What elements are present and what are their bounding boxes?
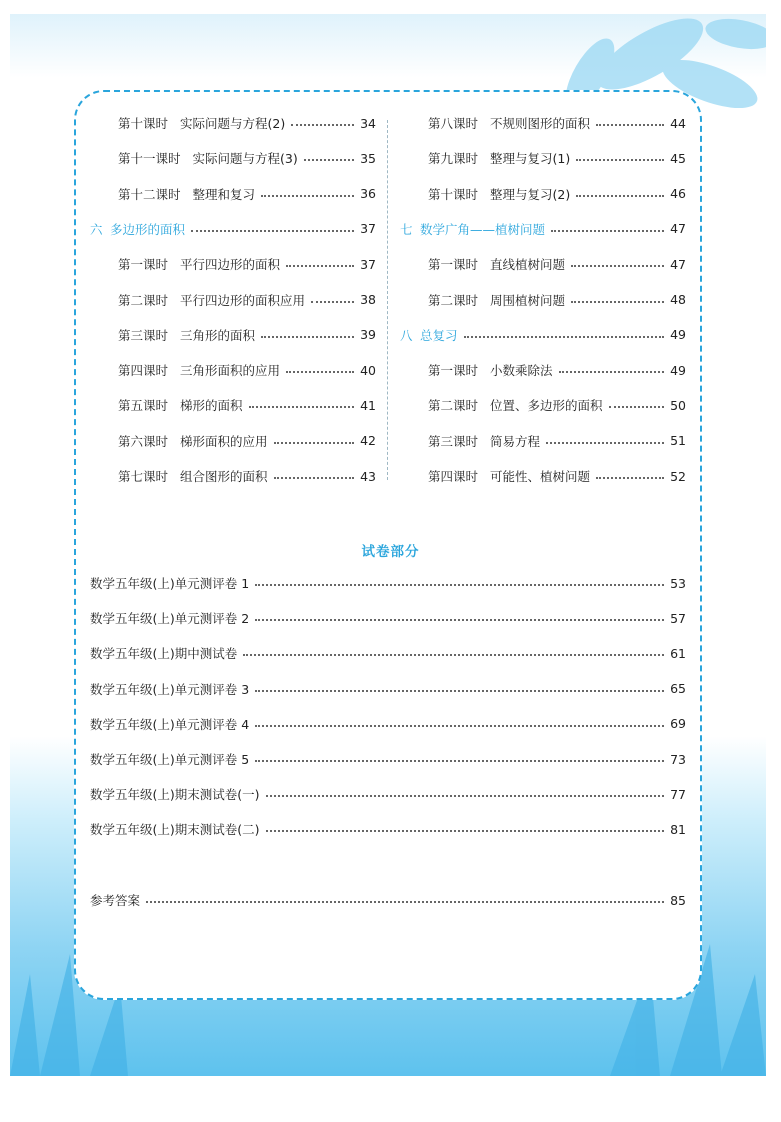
toc-entry-title: 整理和复习 <box>192 186 256 202</box>
toc-lesson-row[interactable] <box>90 184 376 204</box>
toc-entry-page: 47 <box>670 256 686 272</box>
toc-entry-page: 45 <box>670 150 686 166</box>
lesson-number: 第二课时 <box>118 292 169 308</box>
lesson-number: 第四课时 <box>118 363 169 379</box>
toc-entry-page: 65 <box>670 681 686 697</box>
toc-entry-page: 69 <box>670 716 686 732</box>
toc-entry-page: 41 <box>360 397 376 413</box>
toc-entry-page: 43 <box>360 468 376 484</box>
toc-chapter-row[interactable] <box>90 219 376 239</box>
toc-lesson-row[interactable] <box>90 254 376 274</box>
dot-leader <box>261 336 354 338</box>
lesson-number: 第二课时 <box>428 398 479 414</box>
dot-leader <box>571 301 664 303</box>
dot-leader <box>255 725 664 727</box>
toc-entry-page: 49 <box>670 327 686 343</box>
toc-entry-page: 73 <box>670 751 686 767</box>
toc-entry-page: 44 <box>670 115 686 131</box>
toc-entry-title: 位置、多边形的面积 <box>490 398 603 414</box>
toc-lesson-row[interactable] <box>400 254 686 274</box>
toc-entry-page: 47 <box>670 221 686 237</box>
toc-entry-page: 36 <box>360 186 376 202</box>
lesson-number: 第一课时 <box>428 363 479 379</box>
toc-lesson-row[interactable] <box>400 431 686 451</box>
chapter-number: 八 <box>400 327 413 343</box>
toc-entry-title: 实际问题与方程(3) <box>192 151 298 167</box>
toc-lesson-row[interactable] <box>400 466 686 486</box>
chapter-number: 七 <box>400 221 413 237</box>
toc-entry-title: 参考答案 <box>90 893 141 908</box>
toc-entry-page: 61 <box>670 645 686 661</box>
dot-leader <box>261 195 354 197</box>
toc-entry-page: 40 <box>360 362 376 378</box>
toc-entry-title: 多边形的面积 <box>110 221 186 237</box>
dot-leader <box>286 265 354 267</box>
toc-lesson-row[interactable] <box>90 466 376 486</box>
toc-entry-title: 周围植树问题 <box>490 292 566 308</box>
toc-chapter-row[interactable] <box>400 325 686 345</box>
toc-exam-row[interactable] <box>90 819 686 839</box>
toc-lesson-row[interactable] <box>90 395 376 415</box>
toc-entry-page: 37 <box>360 256 376 272</box>
toc-lesson-row[interactable] <box>400 184 686 204</box>
toc-lesson-row[interactable] <box>400 360 686 380</box>
toc-lesson-row[interactable] <box>90 360 376 380</box>
toc-entry-title: 整理与复习(2) <box>490 186 571 202</box>
toc-entry-title: 三角形面积的应用 <box>180 363 281 379</box>
toc-entry-page: 39 <box>360 327 376 343</box>
dot-leader <box>286 371 354 373</box>
dot-leader <box>255 619 664 621</box>
toc-lesson-row[interactable] <box>400 290 686 310</box>
toc-entry-title: 数学五年级(上)单元测评卷 3 <box>90 681 250 697</box>
dot-leader <box>596 477 664 479</box>
toc-exam-row[interactable] <box>90 679 686 699</box>
toc-lesson-row[interactable] <box>400 113 686 133</box>
dot-leader <box>274 477 355 479</box>
toc-entry-title: 总复习 <box>420 327 458 343</box>
dot-leader <box>255 690 664 692</box>
toc-entry-answers[interactable] <box>90 890 686 910</box>
lesson-number: 第九课时 <box>428 151 479 167</box>
dot-leader <box>546 442 664 444</box>
lesson-number: 第十课时 <box>118 116 169 131</box>
toc-entry-title: 数学五年级(上)单元测评卷 1 <box>90 576 250 591</box>
lesson-number: 第八课时 <box>428 116 479 131</box>
lesson-number: 第六课时 <box>118 433 169 449</box>
toc-entry-page: 35 <box>360 150 376 166</box>
lesson-number: 第四课时 <box>428 469 479 484</box>
toc-entry-title: 平行四边形的面积应用 <box>180 292 306 308</box>
toc-exam-row[interactable] <box>90 714 686 734</box>
dot-leader <box>559 371 665 373</box>
dot-leader <box>311 301 354 303</box>
dot-leader <box>266 795 665 797</box>
toc-exam-row[interactable] <box>90 573 686 593</box>
toc-entry-title: 不规则图形的面积 <box>490 116 591 131</box>
toc-entry-title: 梯形面积的应用 <box>180 433 268 449</box>
chapter-number: 六 <box>90 221 103 237</box>
toc-lesson-row[interactable] <box>90 431 376 451</box>
dot-leader <box>191 230 354 232</box>
dot-leader <box>266 830 665 832</box>
toc-entry-title: 平行四边形的面积 <box>180 257 281 273</box>
toc-entry-title: 三角形的面积 <box>180 327 256 343</box>
toc-exam-row[interactable] <box>90 608 686 628</box>
toc-lesson-row[interactable] <box>90 290 376 310</box>
toc-entry-title: 数学五年级(上)期末测试卷(二) <box>90 822 260 838</box>
toc-exam-row[interactable] <box>90 643 686 663</box>
toc-entry-page: 77 <box>670 786 686 802</box>
toc-entry-page: 37 <box>360 221 376 237</box>
toc-entry-title: 实际问题与方程(2) <box>180 116 286 131</box>
toc-lesson-row[interactable] <box>90 148 376 168</box>
toc-entry-title: 数学五年级(上)单元测评卷 4 <box>90 716 250 732</box>
dot-leader <box>304 159 354 161</box>
toc-lesson-row[interactable] <box>400 148 686 168</box>
toc-entry-page: 48 <box>670 292 686 307</box>
toc-entry-title: 直线植树问题 <box>490 257 566 273</box>
dot-leader <box>291 124 354 126</box>
toc-entry-page: 85 <box>670 892 686 908</box>
dot-leader <box>255 584 664 586</box>
toc-lesson-row[interactable] <box>90 325 376 345</box>
dot-leader <box>596 124 664 126</box>
dot-leader <box>571 265 664 267</box>
dot-leader <box>551 230 664 232</box>
toc-entry-title: 数学广角——植树问题 <box>420 221 546 237</box>
lesson-number: 第二课时 <box>428 292 479 308</box>
dot-leader <box>464 336 665 338</box>
toc-entry-title: 小数乘除法 <box>490 363 553 379</box>
lesson-number: 第三课时 <box>118 327 169 343</box>
toc-entry-title: 简易方程 <box>490 433 541 449</box>
lesson-number: 第十课时 <box>428 186 479 202</box>
dot-leader <box>255 760 664 762</box>
toc-entry-page: 53 <box>670 575 686 591</box>
dot-leader <box>576 195 664 197</box>
lesson-number: 第一课时 <box>428 257 479 273</box>
toc-exam-row[interactable] <box>90 749 686 769</box>
toc-entry-page: 49 <box>670 362 686 378</box>
lesson-number: 第一课时 <box>118 257 169 273</box>
column-divider <box>387 120 388 480</box>
dot-leader <box>274 442 355 444</box>
toc-entry-page: 46 <box>670 186 686 202</box>
toc-entry-title: 整理与复习(1) <box>490 151 571 167</box>
toc-entry-page: 81 <box>670 821 686 837</box>
lesson-number: 第十二课时 <box>118 186 181 202</box>
toc-entry-page: 52 <box>670 468 686 484</box>
toc-entry-page: 34 <box>360 115 376 131</box>
dot-leader <box>609 406 665 408</box>
toc-entry-title: 数学五年级(上)单元测评卷 5 <box>90 752 250 767</box>
dot-leader <box>243 654 664 656</box>
dot-leader <box>249 406 355 408</box>
toc-entry-title: 梯形的面积 <box>180 398 243 414</box>
toc-entry-title: 可能性、植树问题 <box>490 469 591 484</box>
toc-entry-title: 数学五年级(上)期末测试卷(一) <box>90 787 260 803</box>
lesson-number: 第三课时 <box>428 433 479 449</box>
toc-lesson-row[interactable] <box>400 395 686 415</box>
dot-leader <box>576 159 664 161</box>
toc-entry-title: 组合图形的面积 <box>180 469 268 484</box>
exam-section-title: 试卷部分 <box>361 544 420 560</box>
lesson-number: 第七课时 <box>118 469 169 484</box>
toc-chapter-row[interactable] <box>400 219 686 239</box>
toc-entry-title: 数学五年级(上)单元测评卷 2 <box>90 611 250 627</box>
toc-entry-page: 42 <box>360 433 376 449</box>
toc-entry-page: 51 <box>670 433 686 449</box>
toc-entry-title: 数学五年级(上)期中测试卷 <box>90 646 238 662</box>
toc-exam-row[interactable] <box>90 784 686 804</box>
toc-entry-page: 57 <box>670 610 686 626</box>
toc-entry-page: 38 <box>360 292 376 307</box>
dot-leader <box>146 901 664 903</box>
lesson-number: 第五课时 <box>118 398 169 414</box>
lesson-number: 第十一课时 <box>118 151 181 167</box>
toc-entry-page: 50 <box>670 397 686 413</box>
toc-lesson-row[interactable] <box>90 113 376 133</box>
